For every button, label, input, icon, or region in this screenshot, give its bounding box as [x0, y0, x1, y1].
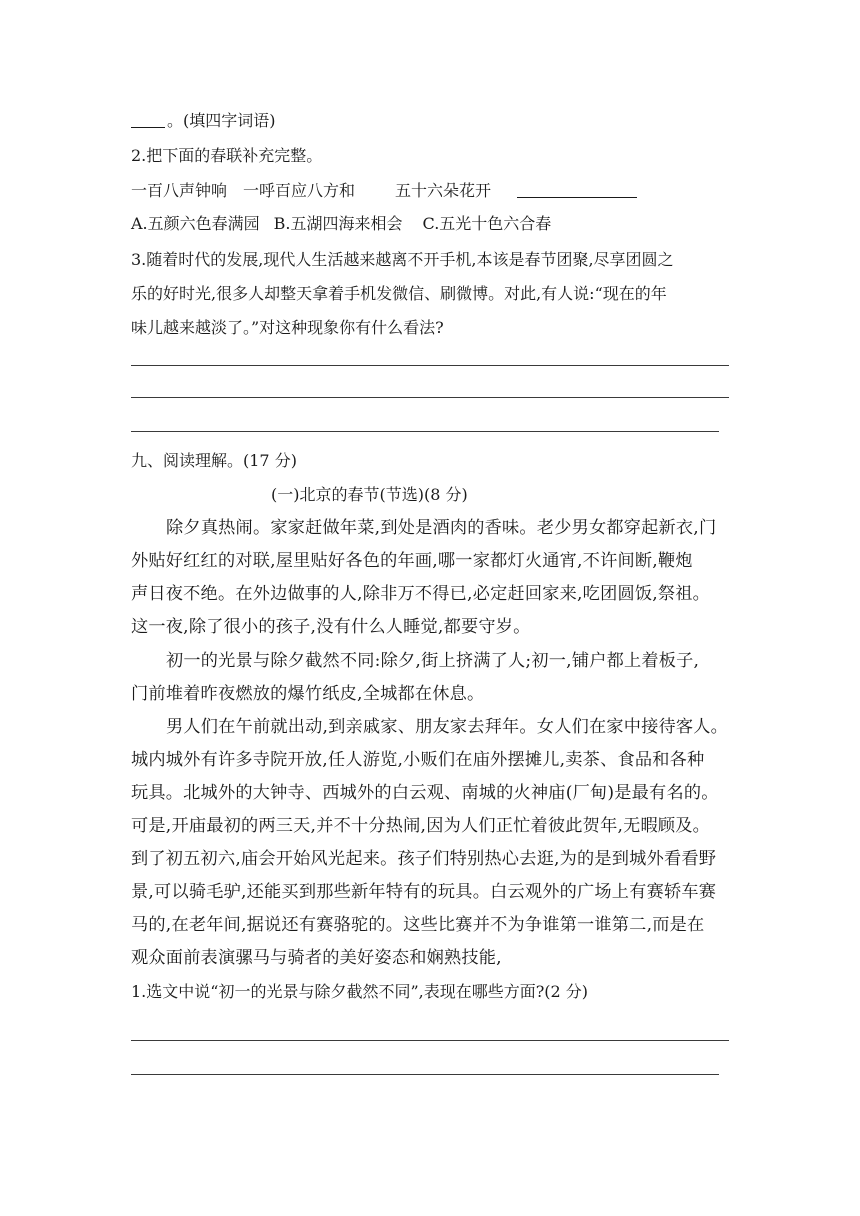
passage-line: 这一夜,除了很小的孩子,没有什么人睡觉,都要守岁。 [131, 617, 531, 637]
q1-tail-line [131, 110, 276, 132]
answer-line[interactable] [131, 365, 729, 366]
passage-line: 初一的光景与除夕截然不同:除夕,街上挤满了人;初一,铺户都上着板子, [166, 651, 700, 671]
option-b: B.五湖四海来相会 [273, 214, 403, 233]
couplet-answer-blank[interactable] [517, 181, 637, 198]
section-heading: 九、阅读理解。(17 分) [131, 451, 297, 470]
q3-line-1: 3.随着时代的发展,现代人生活越来越离不开手机,本该是春节团聚,尽享团圆之 [131, 250, 674, 269]
q2-couplet-line [131, 180, 637, 202]
passage-line: 除夕真热闹。家家赶做年菜,到处是酒肉的香味。老少男女都穿起新衣,门 [166, 518, 717, 538]
passage-line: 玩具。北城外的大钟寺、西城外的白云观、南城的火神庙(厂甸)是最有名的。 [131, 783, 719, 803]
answer-line[interactable] [131, 431, 719, 432]
q3-line-3: 味儿越来越淡了。”对这种现象你有什么看法? [131, 318, 444, 337]
couplet-a: 一百八声钟响 [131, 181, 228, 200]
passage-line: 城内城外有许多寺院开放,任人游览,小贩们在庙外摆摊儿,卖茶、食品和各种 [131, 750, 705, 770]
passage-line: 男人们在午前就出动,到亲戚家、朋友家去拜年。女人们在家中接待客人。 [166, 717, 729, 737]
passage-line: 景,可以骑毛驴,还能买到那些新年特有的玩具。白云观外的广场上有赛轿车赛 [131, 882, 717, 902]
answer-blank[interactable] [131, 111, 165, 128]
passage-title: (一)北京的春节(节选)(8 分) [271, 485, 468, 504]
option-a: A.五颜六色春满园 [131, 214, 260, 233]
passage-line: 马的,在老年间,据说还有赛骆驼的。这些比赛并不为争谁第一谁第二,而是在 [131, 915, 705, 935]
answer-line[interactable] [131, 397, 729, 398]
passage-line: 声日夜不绝。在外边做事的人,除非万不得已,必定赶回家来,吃团圆饭,祭祖。 [131, 584, 711, 604]
question-1: 1.选文中说“初一的光景与除夕截然不同”,表现在哪些方面?(2 分) [131, 982, 589, 1001]
q3-line-2: 乐的好时光,很多人却整天拿着手机发微信、刷微博。对此,有人说:“现在的年 [131, 284, 667, 303]
option-c: C.五光十色六合春 [422, 214, 552, 233]
passage-line: 可是,开庙最初的两三天,并不十分热闹,因为人们正忙着彼此贺年,无暇顾及。 [131, 816, 711, 836]
passage-line: 观众面前表演骡马与骑者的美好姿态和娴熟技能, [131, 948, 502, 968]
answer-line[interactable] [131, 1040, 729, 1041]
passage-line: 外贴好红红的对联,屋里贴好各色的年画,哪一家都灯火通宵,不许间断,鞭炮 [131, 551, 693, 571]
q2-title: 2.把下面的春联补充完整。 [131, 146, 323, 165]
q1-tail-text: 。(填四字词语) [167, 111, 276, 130]
passage-line: 到了初五初六,庙会开始风光起来。孩子们特别热心去逛,为的是到城外看看野 [131, 849, 717, 869]
couplet-c: 五十六朵花开 [395, 181, 492, 200]
couplet-b: 一呼百应八方和 [243, 181, 356, 200]
q2-options-line [131, 213, 551, 235]
passage-line: 门前堆着昨夜燃放的爆竹纸皮,全城都在休息。 [131, 684, 485, 704]
answer-line[interactable] [131, 1074, 719, 1075]
